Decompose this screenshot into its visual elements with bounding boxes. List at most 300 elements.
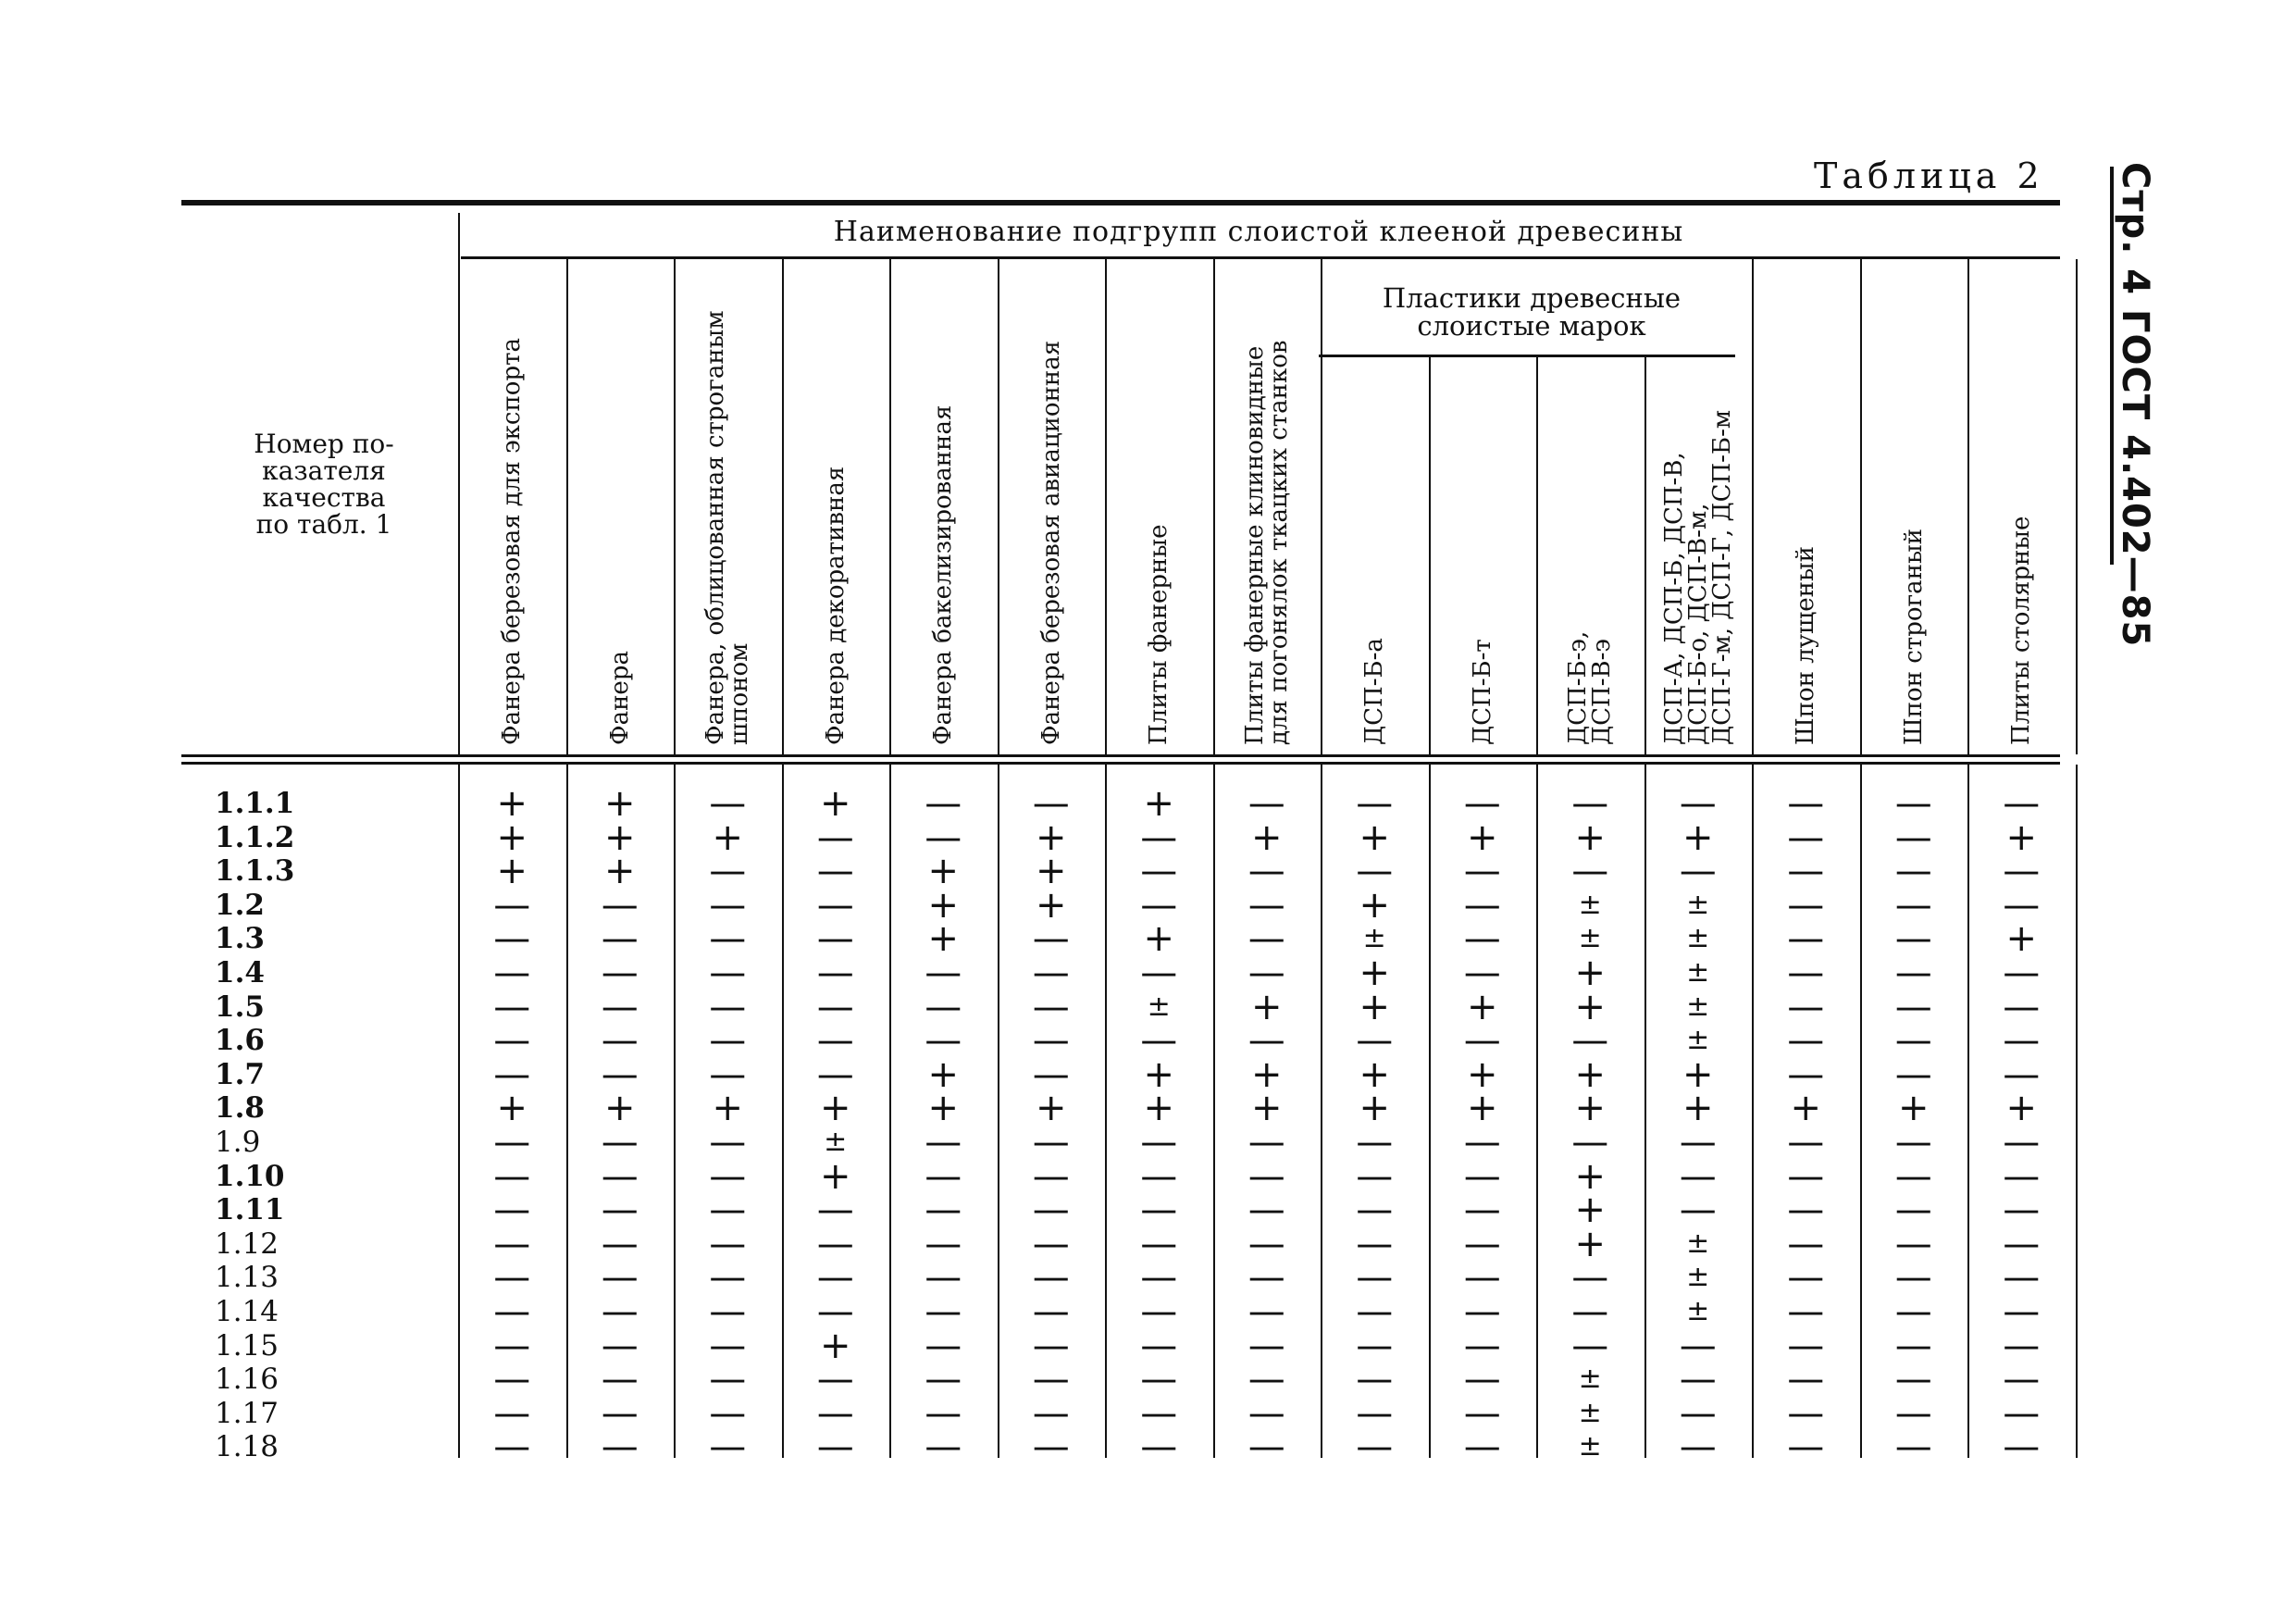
table-cell: —	[601, 1154, 639, 1198]
column-separator-body	[1536, 765, 1538, 1458]
column-separator-body	[566, 765, 568, 1458]
table-cell: ±	[1686, 922, 1710, 955]
header-bottom-rule-1	[181, 754, 2060, 757]
table-cell: —	[493, 1391, 531, 1435]
table-cell: +	[1250, 1052, 1283, 1096]
table-cell: +	[2005, 1087, 2038, 1130]
column-header-label: Плиты фанерные клиновидные для погонялок ткацких станков	[1240, 340, 1293, 745]
table-cell: —	[493, 1425, 531, 1469]
table-cell: —	[1032, 1189, 1070, 1232]
column-separator-header	[1752, 259, 1754, 754]
table-cell: —	[1247, 1222, 1285, 1265]
table-cell: —	[1787, 1290, 1825, 1333]
table-cell: —	[1032, 1324, 1070, 1367]
table-cell: +	[1359, 883, 1391, 927]
table-cell: —	[601, 1052, 639, 1096]
table-cell: —	[816, 1290, 854, 1333]
table-cell: +	[819, 1324, 851, 1367]
column-header-label: ДСП-Б-а	[1360, 638, 1389, 745]
table-cell: —	[493, 917, 531, 961]
table-cell: —	[1247, 917, 1285, 961]
page-header-text: Стр. 4 ГОСТ 4.402—85	[2114, 162, 2156, 648]
table-cell: —	[1679, 1391, 1717, 1435]
table-cell: —	[1894, 815, 1932, 859]
table-cell: —	[1140, 850, 1178, 893]
table-cell: —	[816, 1189, 854, 1232]
table-cell: —	[601, 1121, 639, 1164]
table-cell: —	[601, 1256, 639, 1300]
table-cell: —	[1894, 782, 1932, 825]
column-separator-body	[998, 765, 999, 1458]
table-cell: +	[1143, 1087, 1175, 1130]
table-cell: +	[1143, 1052, 1175, 1096]
table-cell: +	[1466, 1052, 1498, 1096]
table-cell: —	[1894, 1425, 1932, 1469]
table-cell: —	[1247, 952, 1285, 994]
column-separator-header	[458, 213, 460, 754]
table-cell: —	[493, 985, 531, 1028]
column-header-label: ДСП-А, ДСП-Б, ДСП-В, ДСП-Б-о, ДСП-В-м, ДСП-Г-м, ДСП-Г, ДСП-Б-м	[1659, 409, 1736, 745]
table-cell: —	[925, 815, 962, 859]
table-cell: —	[925, 952, 962, 994]
column-header-label: Шпон строганый	[1899, 529, 1928, 745]
row-number: 1.15	[215, 1328, 279, 1363]
table-cell: —	[1894, 1121, 1932, 1164]
table-cell: —	[709, 1324, 747, 1367]
table-cell: —	[1356, 1256, 1394, 1300]
table-cell: —	[601, 952, 639, 994]
column-separator-header	[674, 259, 676, 754]
table-cell: +	[927, 1087, 960, 1130]
table-cell: ±	[1362, 922, 1386, 955]
column-separator-body	[1429, 765, 1431, 1458]
table-cell: —	[2003, 1121, 2041, 1164]
table-cell: +	[1035, 883, 1067, 927]
table-cell: —	[1463, 1290, 1501, 1333]
column-header-label: Фанера бакелизированная	[929, 404, 958, 745]
table-cell: —	[1356, 1290, 1394, 1333]
table-cell: +	[603, 1087, 636, 1130]
table-cell: —	[2003, 1324, 2041, 1367]
table-cell: —	[1140, 815, 1178, 859]
column-separator-body	[1213, 765, 1215, 1458]
row-number: 1.9	[215, 1126, 261, 1159]
table-cell: —	[2003, 1256, 2041, 1300]
table-cell: —	[709, 850, 747, 893]
table-cell: —	[1787, 850, 1825, 893]
column-header-label: Фанера березовая авиационная	[1036, 340, 1065, 745]
table-cell: —	[1247, 850, 1285, 893]
table-cell: —	[1463, 1358, 1501, 1401]
table-cell: —	[601, 883, 639, 927]
table-cell: —	[493, 1019, 531, 1063]
column-separator-header	[2076, 259, 2078, 754]
group-header-underline	[461, 256, 2060, 259]
row-number: 1.14	[215, 1295, 279, 1328]
table-cell: —	[1247, 1154, 1285, 1198]
table-cell: —	[1787, 1391, 1825, 1435]
table-cell: —	[1032, 1154, 1070, 1198]
page-header-rule	[2110, 167, 2114, 565]
table-cell: —	[1894, 1052, 1932, 1096]
table-cell: +	[1574, 1154, 1607, 1198]
table-cell: —	[1679, 1358, 1717, 1401]
table-cell: +	[927, 917, 960, 961]
table-cell: ±	[1686, 1024, 1710, 1057]
table-cell: —	[601, 1189, 639, 1232]
table-cell: —	[1356, 1189, 1394, 1232]
table-cell: —	[1140, 1358, 1178, 1401]
table-cell: —	[816, 1256, 854, 1300]
table-cell: —	[1032, 1222, 1070, 1265]
table-cell: —	[2003, 985, 2041, 1028]
table-cell: +	[1897, 1087, 1930, 1130]
table-cell: ±	[1686, 888, 1710, 921]
table-cell: —	[1894, 1358, 1932, 1401]
table-cell: —	[1247, 1290, 1285, 1333]
row-number: 1.5	[215, 989, 265, 1024]
table-cell: —	[1463, 1391, 1501, 1435]
table-cell: —	[925, 1358, 962, 1401]
column-separator-body	[674, 765, 676, 1458]
table-cell: —	[1463, 1425, 1501, 1469]
table-cell: —	[1140, 1391, 1178, 1435]
table-cell: +	[1682, 815, 1714, 859]
table-cell: —	[2003, 782, 2041, 825]
table-cell: —	[2003, 850, 2041, 893]
table-cell: —	[493, 1189, 531, 1232]
table-cell: —	[816, 850, 854, 893]
table-cell: —	[1140, 1154, 1178, 1198]
column-separator-header	[889, 259, 891, 754]
table-cell: —	[2003, 1189, 2041, 1232]
table-cell: ±	[1686, 1226, 1710, 1260]
table-cell: ±	[1578, 922, 1602, 955]
table-cell: ±	[1147, 989, 1171, 1023]
table-cell: +	[712, 815, 744, 859]
column-separator-header	[1860, 259, 1862, 754]
table-cell: —	[601, 1324, 639, 1367]
table-cell: +	[1466, 1087, 1498, 1130]
table-cell: +	[1682, 1052, 1714, 1096]
table-cell: —	[1787, 1189, 1825, 1232]
table-cell: —	[1032, 1290, 1070, 1333]
table-cell: +	[1035, 815, 1067, 859]
column-separator-body	[1860, 765, 1862, 1458]
table-cell: —	[1140, 1290, 1178, 1333]
column-separator-body	[1644, 765, 1646, 1458]
table-cell: —	[493, 1324, 531, 1367]
column-separator-body	[1967, 765, 1969, 1458]
table-cell: +	[603, 782, 636, 825]
table-cell: —	[709, 917, 747, 961]
table-cell: —	[1679, 1189, 1717, 1232]
table-cell: ±	[1578, 1396, 1602, 1429]
table-cell: —	[816, 1391, 854, 1435]
table-cell: —	[1787, 1256, 1825, 1300]
table-cell: +	[1574, 985, 1607, 1028]
table-cell: +	[1466, 985, 1498, 1028]
table-cell: —	[1787, 1154, 1825, 1198]
table-cell: —	[1787, 782, 1825, 825]
table-cell: +	[2005, 917, 2038, 961]
table-cell: —	[1140, 1189, 1178, 1232]
table-cell: —	[925, 1019, 962, 1063]
table-cell: —	[1356, 1222, 1394, 1265]
column-separator-body	[782, 765, 784, 1458]
row-number: 1.13	[215, 1261, 279, 1295]
table-cell: —	[1140, 1425, 1178, 1469]
table-cell: —	[493, 952, 531, 994]
table-cell: —	[1894, 850, 1932, 893]
table-cell: —	[709, 1358, 747, 1401]
table-cell: +	[1574, 1222, 1607, 1265]
table-cell: —	[1463, 782, 1501, 825]
table-cell: —	[1787, 952, 1825, 994]
table-cell: —	[493, 1121, 531, 1164]
table-cell: —	[601, 1425, 639, 1469]
table-cell: ±	[1686, 989, 1710, 1023]
table-cell: —	[2003, 1052, 2041, 1096]
table-cell: —	[1247, 782, 1285, 825]
table-cell: —	[493, 1052, 531, 1096]
table-cell: —	[1356, 1391, 1394, 1435]
stub-header: Номер по- казателя качества по табл. 1	[254, 429, 394, 540]
column-separator-header	[1429, 357, 1431, 754]
row-number: 1.3	[215, 922, 265, 956]
table-caption: Таблица 2	[1814, 156, 2044, 196]
table-cell: —	[1140, 1019, 1178, 1063]
column-separator-header	[782, 259, 784, 754]
column-separator-header	[1105, 259, 1107, 754]
table-cell: —	[493, 1256, 531, 1300]
table-cell: —	[1787, 1358, 1825, 1401]
column-separator-header	[566, 259, 568, 754]
table-cell: —	[1356, 1425, 1394, 1469]
row-number: 1.1.1	[215, 787, 295, 820]
table-cell: +	[1574, 1052, 1607, 1096]
table-cell: —	[1140, 1324, 1178, 1367]
table-cell: —	[2003, 1290, 2041, 1333]
table-cell: —	[1140, 952, 1178, 994]
table-cell: —	[1894, 1019, 1932, 1063]
table-cell: —	[709, 1222, 747, 1265]
table-top-rule	[181, 200, 2060, 205]
table-cell: —	[2003, 1358, 2041, 1401]
table-cell: —	[1356, 1121, 1394, 1164]
table-cell: —	[1894, 1189, 1932, 1232]
column-separator-body	[458, 765, 460, 1458]
table-cell: —	[1247, 1324, 1285, 1367]
header-bottom-rule-2	[181, 762, 2060, 765]
table-cell: —	[1463, 917, 1501, 961]
row-number: 1.11	[215, 1193, 285, 1227]
row-number: 1.4	[215, 956, 265, 989]
table-cell: —	[1247, 1425, 1285, 1469]
table-cell: —	[1463, 1222, 1501, 1265]
table-cell: —	[816, 985, 854, 1028]
table-cell: +	[1682, 1087, 1714, 1130]
plastics-header: Пластики древесные слоистые марок	[1382, 282, 1682, 342]
table-cell: —	[2003, 1391, 2041, 1435]
table-cell: —	[601, 1222, 639, 1265]
table-cell: +	[1359, 952, 1391, 994]
table-cell: —	[709, 985, 747, 1028]
table-cell: —	[1679, 850, 1717, 893]
table-cell: —	[1463, 1154, 1501, 1198]
table-cell: +	[927, 883, 960, 927]
table-cell: —	[1356, 850, 1394, 893]
table-cell: —	[816, 883, 854, 927]
table-cell: —	[709, 1052, 747, 1096]
table-cell: —	[1463, 1256, 1501, 1300]
table-cell: —	[1571, 1121, 1609, 1164]
table-cell: +	[1574, 815, 1607, 859]
table-cell: —	[2003, 1019, 2041, 1063]
table-cell: —	[493, 1290, 531, 1333]
table-cell: —	[601, 1358, 639, 1401]
table-cell: —	[1679, 1154, 1717, 1198]
table-cell: —	[1787, 1052, 1825, 1096]
table-cell: —	[1679, 782, 1717, 825]
table-cell: —	[1032, 952, 1070, 994]
table-cell: —	[1356, 1019, 1394, 1063]
table-cell: —	[925, 1222, 962, 1265]
table-cell: +	[1143, 917, 1175, 961]
column-header-label: Фанера декоративная	[821, 466, 850, 745]
table-cell: +	[603, 850, 636, 893]
column-header-label: Фанера, облицованная строганым шпоном	[701, 310, 754, 745]
table-cell: —	[1787, 1425, 1825, 1469]
table-cell: —	[1463, 1019, 1501, 1063]
table-cell: —	[1247, 1121, 1285, 1164]
table-cell: —	[925, 782, 962, 825]
table-cell: —	[816, 815, 854, 859]
table-cell: ±	[1578, 1363, 1602, 1396]
column-separator-body	[889, 765, 891, 1458]
table-cell: —	[925, 1324, 962, 1367]
row-number: 1.8	[215, 1091, 265, 1126]
table-cell: —	[925, 1256, 962, 1300]
table-cell: —	[1679, 1324, 1717, 1367]
table-cell: —	[2003, 883, 2041, 927]
table-cell: —	[1571, 850, 1609, 893]
table-cell: +	[819, 782, 851, 825]
column-header-label: Фанера березовая для экспорта	[498, 338, 527, 745]
table-cell: ±	[1686, 1295, 1710, 1327]
table-cell: —	[709, 883, 747, 927]
table-cell: —	[709, 1121, 747, 1164]
table-cell: —	[601, 1290, 639, 1333]
table-cell: +	[819, 1087, 851, 1130]
table-cell: —	[1032, 1121, 1070, 1164]
table-cell: —	[1571, 1290, 1609, 1333]
table-cell: +	[712, 1087, 744, 1130]
table-cell: —	[1140, 1222, 1178, 1265]
table-cell: —	[1463, 1324, 1501, 1367]
column-header-label: ДСП-Б-т	[1468, 639, 1496, 745]
row-number: 1.16	[215, 1363, 279, 1397]
table-cell: +	[496, 815, 528, 859]
column-header-label: Плиты столярные	[2007, 516, 2036, 745]
column-header-label: Плиты фанерные	[1145, 524, 1173, 745]
table-cell: +	[2005, 815, 2038, 859]
table-cell: —	[2003, 1154, 2041, 1198]
table-cell: —	[1247, 1189, 1285, 1232]
table-cell: —	[1679, 1425, 1717, 1469]
column-separator-header	[1644, 357, 1646, 754]
table-cell: ±	[1686, 956, 1710, 989]
table-cell: —	[601, 985, 639, 1028]
table-cell: —	[1463, 952, 1501, 994]
table-cell: —	[1032, 1019, 1070, 1063]
row-number: 1.12	[215, 1226, 279, 1261]
table-cell: —	[1787, 985, 1825, 1028]
table-cell: —	[709, 1256, 747, 1300]
table-cell: —	[1140, 1256, 1178, 1300]
plastics-header-underline	[1319, 355, 1735, 357]
table-cell: —	[925, 1290, 962, 1333]
table-cell: +	[1143, 782, 1175, 825]
table-cell: +	[496, 782, 528, 825]
table-cell: —	[1032, 1052, 1070, 1096]
table-cell: —	[1032, 985, 1070, 1028]
table-cell: —	[1032, 1256, 1070, 1300]
row-number: 1.2	[215, 888, 265, 922]
column-separator-body	[1752, 765, 1754, 1458]
table-cell: —	[1787, 1222, 1825, 1265]
table-cell: +	[1466, 815, 1498, 859]
table-cell: +	[496, 850, 528, 893]
row-number: 1.6	[215, 1024, 265, 1058]
table-cell: —	[1787, 1019, 1825, 1063]
table-cell: —	[1571, 1019, 1609, 1063]
table-cell: —	[1032, 1391, 1070, 1435]
row-number: 1.1.2	[215, 820, 295, 854]
table-cell: +	[1359, 985, 1391, 1028]
table-cell: —	[1032, 1358, 1070, 1401]
table-cell: +	[819, 1154, 851, 1198]
row-number: 1.7	[215, 1057, 265, 1091]
table-cell: —	[1894, 1154, 1932, 1198]
table-cell: —	[493, 1222, 531, 1265]
table-cell: —	[1247, 883, 1285, 927]
table-cell: —	[1894, 952, 1932, 994]
table-cell: —	[1463, 883, 1501, 927]
table-cell: —	[601, 1391, 639, 1435]
table-cell: —	[709, 1290, 747, 1333]
table-cell: +	[927, 850, 960, 893]
table-cell: —	[1140, 1121, 1178, 1164]
table-cell: +	[603, 815, 636, 859]
table-cell: —	[1894, 883, 1932, 927]
table-cell: —	[709, 1019, 747, 1063]
page-header	[2114, 162, 2193, 648]
table-cell: ±	[1686, 1261, 1710, 1294]
table-cell: —	[601, 917, 639, 961]
row-number: 1.18	[215, 1430, 279, 1464]
column-separator-header	[1213, 259, 1215, 754]
table-cell: +	[496, 1087, 528, 1130]
table-cell: +	[1035, 1087, 1067, 1130]
table-cell: —	[709, 1154, 747, 1198]
table-cell: —	[925, 1121, 962, 1164]
table-cell: ±	[1578, 888, 1602, 921]
table-cell: —	[1140, 883, 1178, 927]
table-cell: +	[1574, 952, 1607, 994]
table-cell: —	[1247, 1256, 1285, 1300]
table-cell: —	[1032, 1425, 1070, 1469]
